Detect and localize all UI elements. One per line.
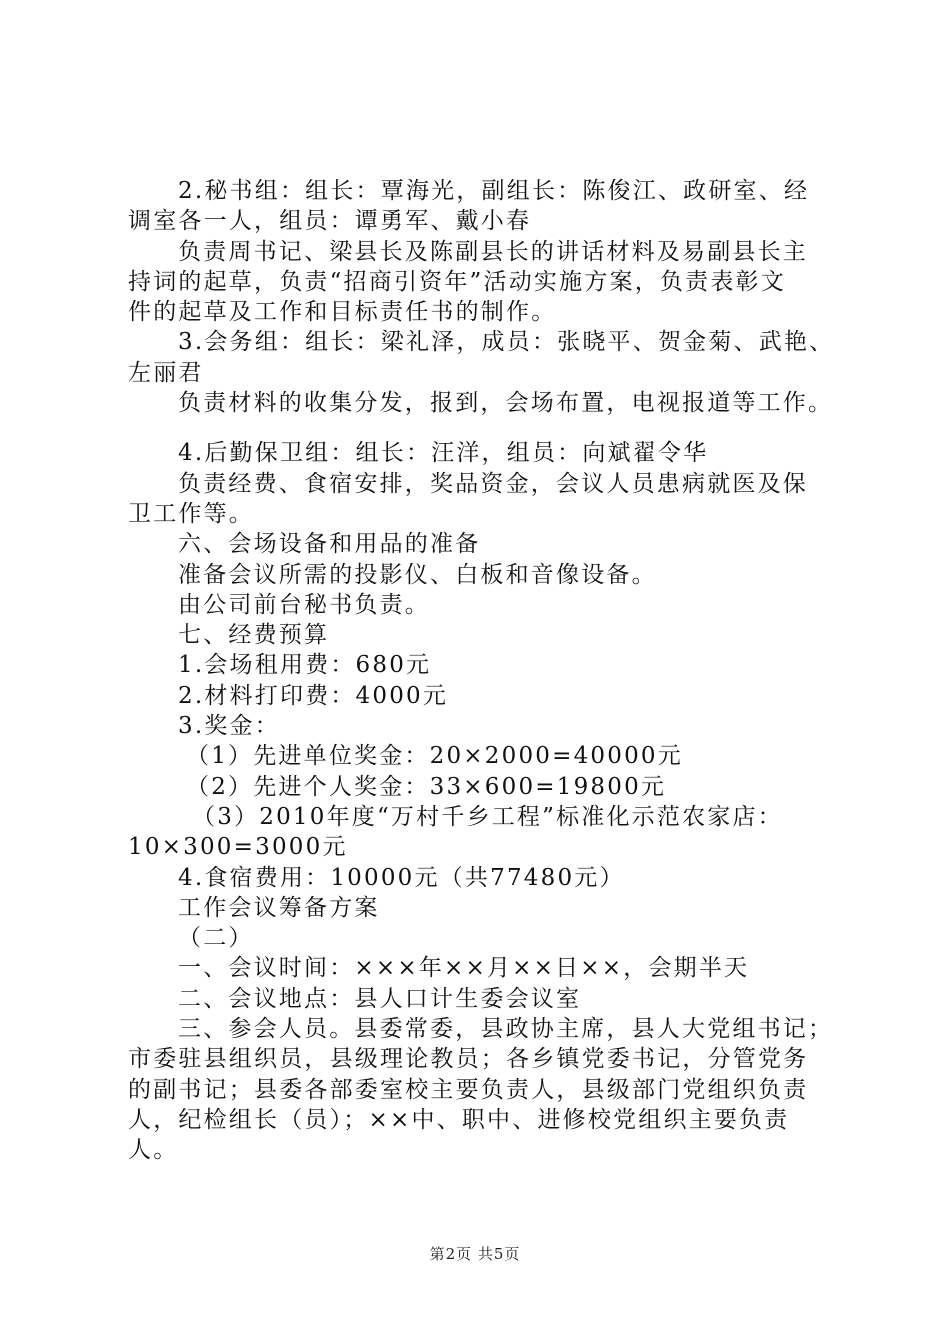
paragraph-line: 调室各一人，组员：谭勇军、戴小春 xyxy=(128,208,532,235)
paragraph-line: 4.后勤保卫组：组长：汪洋，组员：向斌翟令华 xyxy=(178,440,709,467)
paragraph-line: 一、会议时间：×××年××月××日××，会期半天 xyxy=(178,955,750,982)
section-heading: 六、会场设备和用品的准备 xyxy=(178,531,481,558)
paragraph-line: 持词的起草，负责“招商引资年”活动实施方案，负责表彰文 xyxy=(128,268,786,295)
paragraph-line: 卫工作等。 xyxy=(128,500,254,527)
budget-item: 3.奖金： xyxy=(178,713,280,740)
paragraph-line: 左丽君 xyxy=(128,359,204,386)
paragraph-line: 准备会议所需的投影仪、白板和音像设备。 xyxy=(178,561,657,588)
paragraph-line: 2.秘书组：组长：覃海光，副组长：陈俊江、政研室、经 xyxy=(178,178,810,204)
paragraph-line: 人，纪检组长（员）；××中、职中、进修校党组织主要负责 xyxy=(128,1106,790,1133)
page-number-footer: 第2页 共5页 xyxy=(429,1245,521,1263)
budget-subitem: 10×300=3000元 xyxy=(128,834,348,861)
paragraph-line: 件的起草及工作和目标责任书的制作。 xyxy=(128,299,557,326)
paragraph-line: 三、参会人员。县委常委，县政协主席，县人大党组书记； xyxy=(178,1016,834,1043)
paragraph-line: 负责周书记、梁县长及陈副县长的讲话材料及易副县长主 xyxy=(178,238,808,265)
budget-item: 4.食宿费用：10000元（共77480元） xyxy=(178,864,625,891)
paragraph-line: 由公司前台秘书负责。 xyxy=(178,591,430,618)
budget-subitem: （3）2010年度“万村千乡工程”标准化示范农家店： xyxy=(192,803,783,830)
paragraph-line: 市委驻县组织员，县级理论教员；各乡镇党委书记，分管党务 xyxy=(128,1046,809,1073)
paragraph-line: 的副书记；县委各部委室校主要负责人，县级部门党组织负责 xyxy=(128,1076,809,1103)
document-body xyxy=(128,176,848,1166)
paragraph-line: 负责材料的收集分发，报到，会场布置，电视报道等工作。 xyxy=(178,390,834,417)
paragraph-line: 3.会务组：组长：梁礼泽，成员：张晓平、贺金菊、武艳、 xyxy=(178,329,835,356)
paragraph-line: 人。 xyxy=(128,1137,179,1164)
budget-item: 2.材料打印费：4000元 xyxy=(178,682,449,709)
paragraph-line: 负责经费、食宿安排，奖品资金，会议人员患病就医及保 xyxy=(178,470,808,497)
budget-subitem: （2）先进个人奖金：33×600=19800元 xyxy=(186,773,667,800)
paragraph-gap xyxy=(128,418,848,438)
budget-subitem: （1）先进单位奖金：20×2000=40000元 xyxy=(186,743,683,770)
document-title: 工作会议筹备方案 xyxy=(178,894,380,921)
section-heading: 七、经费预算 xyxy=(178,622,330,649)
paragraph-line: 二、会议地点：县人口计生委会议室 xyxy=(178,985,582,1012)
document-subtitle: （二） xyxy=(178,925,254,952)
budget-item: 1.会场租用费：680元 xyxy=(178,652,432,679)
